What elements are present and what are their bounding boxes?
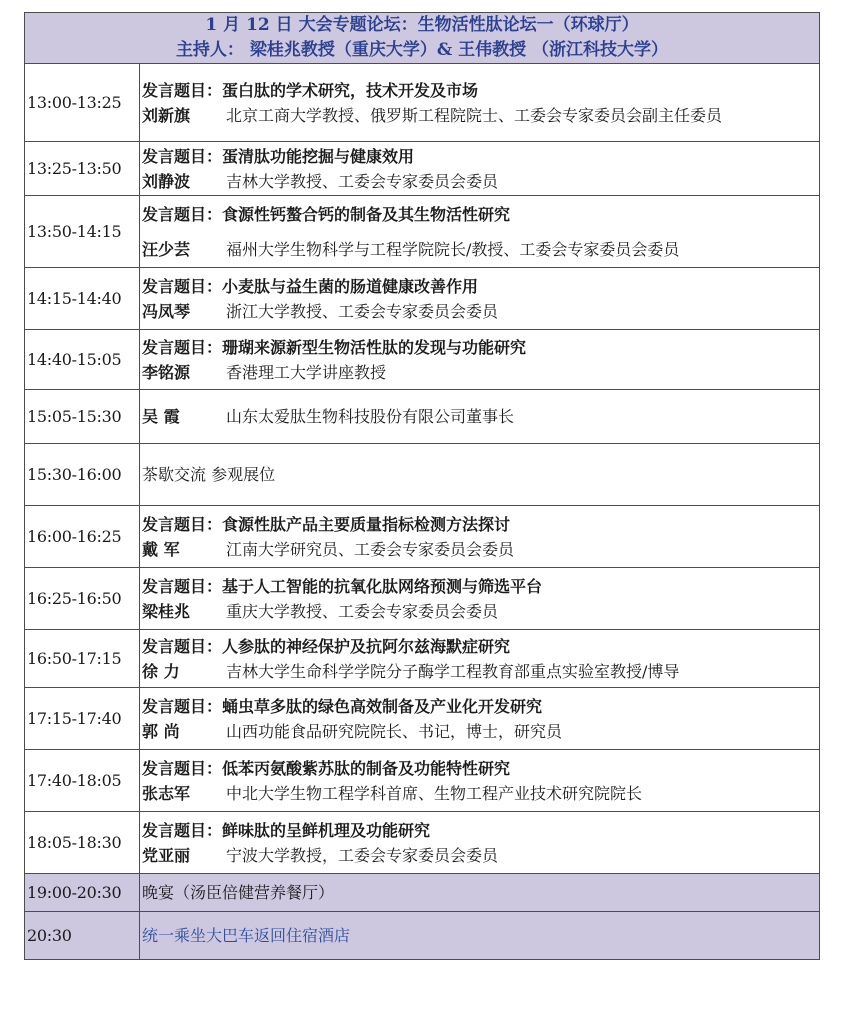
time-cell: 13:25-13:50 [25, 142, 140, 196]
talk-topic: 发言题目：蛋清肽功能挖掘与健康效用 [142, 146, 415, 166]
speaker-affiliation: 浙江大学教授、工委会专家委员会委员 [226, 301, 499, 321]
speaker-name: 吴 霞 [142, 407, 180, 426]
dinner-row [25, 874, 820, 912]
content-cell [140, 630, 820, 688]
time-cell: 16:00-16:25 [25, 506, 140, 568]
talk-topic: 发言题目：珊瑚来源新型生物活性肽的发现与功能研究 [142, 337, 527, 357]
speaker-name: 李铭源 [142, 362, 191, 382]
talk-topic: 发言题目：鲜味肽的呈鲜机理及功能研究 [142, 820, 431, 840]
speaker-affiliation: 香港理工大学讲座教授 [226, 362, 387, 382]
table-row [25, 444, 820, 506]
speaker-line [142, 719, 817, 744]
speaker-line [142, 404, 817, 429]
time-cell: 16:25-16:50 [25, 568, 140, 630]
time-cell: 14:15-14:40 [25, 268, 140, 330]
time-cell: 19:00-20:30 [25, 874, 140, 912]
speaker-line [142, 103, 817, 128]
bus-row [25, 912, 820, 960]
talk-topic: 发言题目：基于人工智能的抗氧化肽网络预测与筛选平台 [142, 576, 543, 596]
table-row [25, 506, 820, 568]
table-row [25, 688, 820, 750]
time-cell: 17:40-18:05 [25, 750, 140, 812]
content-cell [140, 688, 820, 750]
speaker-line [142, 299, 817, 324]
speaker-affiliation: 山东太爱肽生物科技股份有限公司董事长 [226, 407, 515, 426]
content-cell [140, 568, 820, 630]
speaker-affiliation: 吉林大学教授、工委会专家委员会委员 [226, 171, 499, 191]
speaker-affiliation: 北京工商大学教授、俄罗斯工程院院士、工委会专家委员会副主任委员 [226, 105, 723, 125]
speaker-name: 戴 军 [142, 539, 180, 559]
break-note: 茶歇交流 参观展位 [140, 444, 820, 506]
speaker-line [142, 237, 817, 262]
table-row [25, 268, 820, 330]
speaker-name: 徐 力 [142, 661, 180, 681]
speaker-affiliation: 宁波大学教授，工委会专家委员会委员 [226, 845, 499, 865]
hosts: 主持人： 梁桂兆教授（重庆大学）& 王伟教授 （浙江科技大学） [175, 40, 669, 60]
speaker-line [142, 781, 817, 806]
speaker-name: 汪少芸 [142, 239, 191, 259]
forum-header [25, 13, 820, 64]
speaker-line [142, 360, 817, 385]
bus-note: 统一乘坐大巴车返回住宿酒店 [140, 912, 820, 960]
content-cell [140, 196, 820, 268]
table-row [25, 330, 820, 390]
speaker-affiliation: 重庆大学教授、工委会专家委员会委员 [226, 601, 499, 621]
speaker-name: 梁桂兆 [142, 601, 191, 621]
time-cell: 18:05-18:30 [25, 812, 140, 874]
speaker-affiliation: 福州大学生物科学与工程学院院长/教授、工委会专家委员会委员 [226, 239, 680, 259]
content-cell [140, 390, 820, 444]
content-cell [140, 506, 820, 568]
content-cell [140, 812, 820, 874]
time-cell: 17:15-17:40 [25, 688, 140, 750]
talk-topic: 发言题目：蛋白肽的学术研究，技术开发及市场 [142, 80, 479, 100]
table-row [25, 142, 820, 196]
table-row [25, 568, 820, 630]
talk-topic: 发言题目：小麦肽与益生菌的肠道健康改善作用 [142, 276, 479, 296]
table-row [25, 750, 820, 812]
speaker-name: 刘新旗 [142, 105, 191, 125]
content-cell [140, 268, 820, 330]
time-cell: 15:30-16:00 [25, 444, 140, 506]
table-row [25, 196, 820, 268]
table-row [25, 812, 820, 874]
speaker-line [142, 169, 817, 194]
speaker-name: 冯凤琴 [142, 301, 191, 321]
content-cell [140, 330, 820, 390]
speaker-name: 刘静波 [142, 171, 191, 191]
time-cell: 16:50-17:15 [25, 630, 140, 688]
speaker-name: 张志军 [142, 783, 191, 803]
content-cell [140, 750, 820, 812]
speaker-name: 郭 尚 [142, 721, 180, 741]
talk-topic: 发言题目：低苯丙氨酸紫苏肽的制备及功能特性研究 [142, 758, 511, 778]
time-cell: 20:30 [25, 912, 140, 960]
talk-topic: 发言题目：食源性钙螯合钙的制备及其生物活性研究 [142, 204, 511, 224]
table-row [25, 630, 820, 688]
time-cell: 14:40-15:05 [25, 330, 140, 390]
header-row [25, 13, 820, 64]
time-cell: 13:00-13:25 [25, 64, 140, 142]
speaker-line [142, 599, 817, 624]
dinner-note: 晚宴（汤臣倍健营养餐厅） [140, 874, 820, 912]
speaker-affiliation: 吉林大学生命科学学院分子酶学工程教育部重点实验室教授/博导 [226, 661, 680, 681]
speaker-name: 党亚丽 [142, 845, 191, 865]
time-cell: 13:50-14:15 [25, 196, 140, 268]
content-cell [140, 64, 820, 142]
top-strip [0, 0, 847, 10]
talk-topic: 发言题目：蛹虫草多肽的绿色高效制备及产业化开发研究 [142, 696, 543, 716]
time-cell: 15:05-15:30 [25, 390, 140, 444]
speaker-line [142, 843, 817, 868]
forum-title: 1 月 12 日 大会专题论坛：生物活性肽论坛一（环球厅） [205, 15, 639, 35]
schedule-table [24, 12, 820, 960]
speaker-affiliation: 山西功能食品研究院院长、书记，博士，研究员 [226, 721, 563, 741]
table-row [25, 64, 820, 142]
speaker-affiliation: 江南大学研究员、工委会专家委员会委员 [226, 539, 515, 559]
talk-topic: 发言题目：食源性肽产品主要质量指标检测方法探讨 [142, 514, 511, 534]
speaker-affiliation: 中北大学生物工程学科首席、生物工程产业技术研究院院长 [226, 783, 643, 803]
talk-topic: 发言题目：人参肽的神经保护及抗阿尔兹海默症研究 [142, 636, 511, 656]
speaker-line [142, 537, 817, 562]
speaker-line [142, 659, 817, 684]
table-row [25, 390, 820, 444]
content-cell [140, 142, 820, 196]
